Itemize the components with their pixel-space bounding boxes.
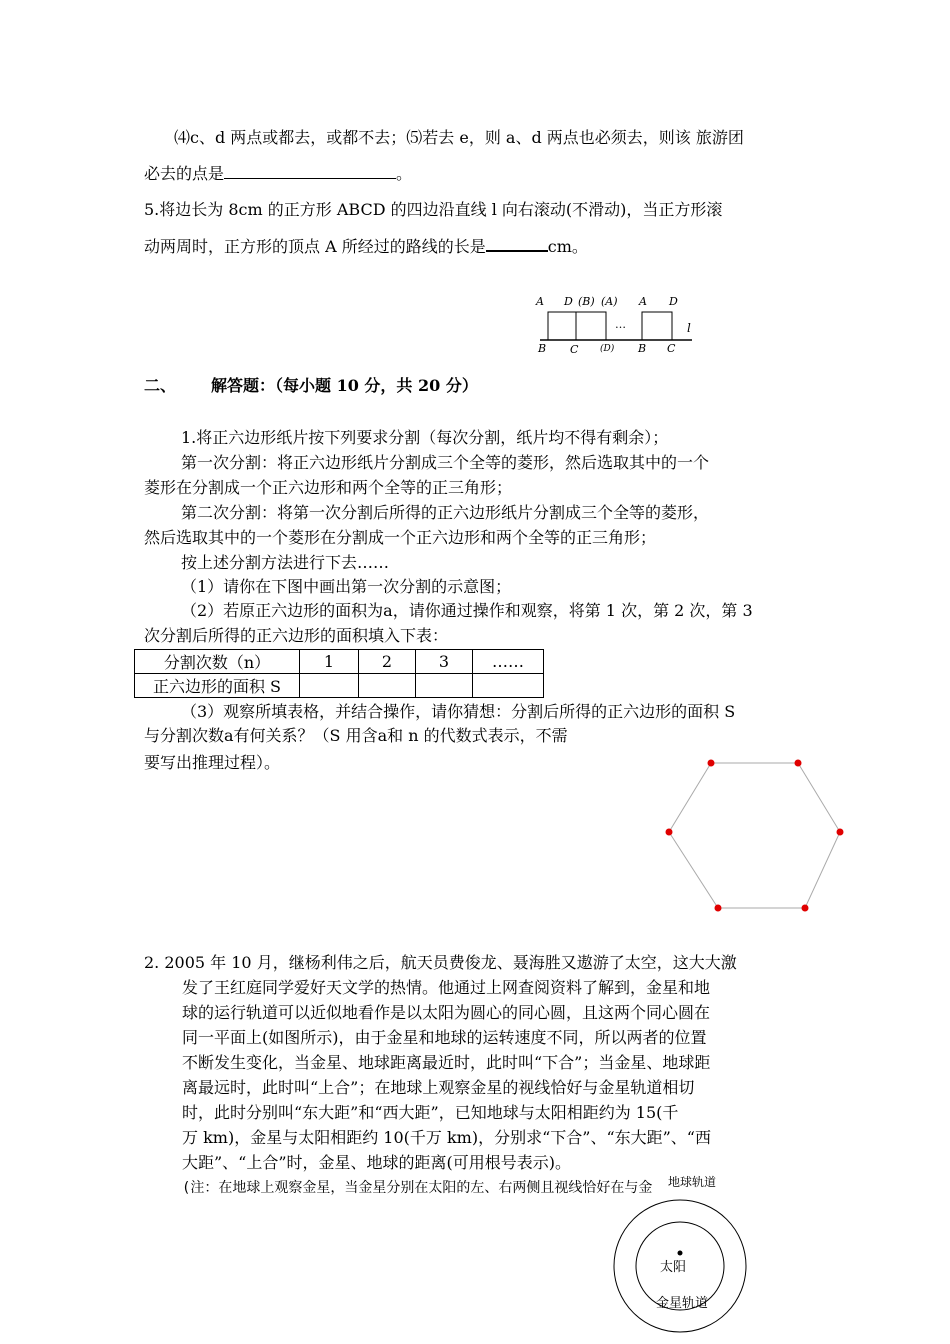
table-header-n: 分割次数（n） <box>135 650 300 674</box>
square-3 <box>642 312 672 340</box>
table-cell: 2 <box>359 650 416 674</box>
p1-line-5: 然后选取其中的一个菱形在分割成一个正六边形和两个全等的正三角形； <box>144 528 657 547</box>
p1-part3-line-3: 要写出推理过程）。 <box>144 753 281 772</box>
q4-line-1: ⑷c、d 两点或都去，或都不去；⑸若去 e，则 a、d 两点也必须去，则该 旅游团 <box>174 128 744 147</box>
q5-line-1: 5.将边长为 8cm 的正方形 ABCD 的四边沿直线 l 向右滚动(不滑动)，当正方形滚 <box>144 200 723 219</box>
q5-line-2-end: cm。 <box>547 237 588 256</box>
p2-line-1: 2. 2005 年 10 月，继杨利伟之后，航天员费俊龙、聂海胜又遨游了太空，这大大激 <box>144 953 737 972</box>
table-cell: 1 <box>300 650 359 674</box>
p1-line-7: （1）请你在下图中画出第一次分割的示意图； <box>181 577 512 596</box>
p2-line-2: 发了王红庭同学爱好天文学的热情。他通过上网查阅资料了解到，金星和地 <box>182 978 711 997</box>
square-1 <box>548 312 576 340</box>
label-d-1: D <box>564 295 573 308</box>
table-row <box>135 674 544 698</box>
square-2 <box>576 312 606 340</box>
area-table <box>134 649 544 698</box>
p1-line-8: （2）若原正六边形的面积为a，请你通过操作和观察，将第 1 次，第 2 次，第 3 <box>181 601 753 620</box>
table-cell: …… <box>473 650 544 674</box>
sun-dot <box>678 1251 683 1256</box>
p1-line-3: 菱形在分割成一个正六边形和两个全等的正三角形； <box>144 478 513 497</box>
label-a-1: A <box>536 295 544 308</box>
p1-line-4: 第二次分割：将第一次分割后所得的正六边形纸片分割成三个全等的菱形， <box>181 503 710 522</box>
hexagon-vertex <box>802 905 809 912</box>
label-b-2: B <box>638 342 647 355</box>
p2-line-4: 同一平面上(如图所示)，由于金星和地球的运转速度不同，所以两者的位置 <box>182 1028 707 1047</box>
table-header-s: 正六边形的面积 S <box>135 674 300 698</box>
p2-line-6: 离最远时，此时叫“上合”；在地球上观察金星的视线恰好与金星轨道相切 <box>182 1078 695 1097</box>
q4-line-2-end: 。 <box>396 164 413 183</box>
label-b-paren: (B) <box>578 295 595 308</box>
venus-orbit-label: 金星轨道 <box>656 1296 709 1311</box>
p2-line-3: 球的运行轨道可以近似地看作是以太阳为圆心的同心圆，且这两个同心圆在 <box>182 1003 711 1022</box>
hexagon-vertex <box>715 905 722 912</box>
label-a-2: A <box>639 295 647 308</box>
label-d-paren: (D) <box>600 344 615 354</box>
label-c-1: C <box>570 343 579 356</box>
p1-line-1: 1.将正六边形纸片按下列要求分割（每次分割，纸片均不得有剩余）； <box>181 428 669 447</box>
answer-cell-1[interactable] <box>300 674 359 698</box>
answer-cell-3[interactable] <box>416 674 473 698</box>
p1-part3-line-2: 与分割次数a有何关系？（S 用含a和 n 的代数式表示，不需 <box>144 726 568 745</box>
hexagon-vertex <box>666 829 673 836</box>
p1-line-6: 按上述分割方法进行下去…… <box>181 553 390 572</box>
hexagon-vertex <box>795 760 802 767</box>
p1-line-2: 第一次分割：将正六边形纸片分割成三个全等的菱形，然后选取其中的一个 <box>181 453 710 472</box>
section-title: 解答题：（每小题 10 分，共 20 分） <box>211 376 478 395</box>
q5-line-2 <box>144 236 588 257</box>
p2-note-line: (注：在地球上观察金星，当金星分别在太阳的左、右两侧且视线恰好在与金 <box>182 1180 653 1196</box>
ellipsis: … <box>615 318 626 331</box>
q4-line-2 <box>144 164 412 184</box>
p1-line-9: 次分割后所得的正六边形的面积填入下表： <box>144 626 449 645</box>
p2-line-9: 大距”、“上合”时，金星、地球的距离(可用根号表示)。 <box>182 1153 572 1172</box>
q5-line-2-text: 动两周时，正方形的顶点 A 所经过的路线的长是 <box>144 237 486 256</box>
answer-cell-4[interactable] <box>473 674 544 698</box>
hexagon-figure <box>662 756 852 916</box>
sun-label: 太阳 <box>660 1260 687 1275</box>
hexagon-vertex <box>708 760 715 767</box>
label-a-paren: (A) <box>601 295 618 308</box>
label-c-2: C <box>667 342 676 355</box>
orbit-figure <box>608 1175 768 1344</box>
section-number: 二、 <box>144 376 177 395</box>
hexagon-vertex <box>837 829 844 836</box>
p2-line-8: 万 km)，金星与太阳相距约 10(千万 km)，分别求“下合”、“东大距”、“西 <box>182 1128 711 1147</box>
p2-line-7: 时，此时分别叫“东大距”和“西大距”，已知地球与太阳相距约为 15(千 <box>182 1103 679 1122</box>
rolling-square-figure <box>530 290 700 360</box>
q4-line-2-text: 必去的点是 <box>144 164 225 183</box>
earth-orbit-label: 地球轨道 <box>668 1175 717 1189</box>
label-b-1: B <box>538 342 547 355</box>
label-d-2: D <box>669 295 678 308</box>
answer-cell-2[interactable] <box>359 674 416 698</box>
p2-line-5: 不断发生变化，当金星、地球距离最近时，此时叫“下合”；当金星、地球距 <box>182 1053 711 1072</box>
answer-blank-q4[interactable] <box>224 164 396 179</box>
hexagon <box>669 763 840 908</box>
table-row <box>135 650 544 674</box>
p1-part3-line-1: （3）观察所填表格，并结合操作，请你猜想：分割后所得的正六边形的面积 S <box>181 702 736 721</box>
table-cell: 3 <box>416 650 473 674</box>
answer-blank-q5[interactable] <box>486 236 548 252</box>
label-l: l <box>687 321 691 335</box>
